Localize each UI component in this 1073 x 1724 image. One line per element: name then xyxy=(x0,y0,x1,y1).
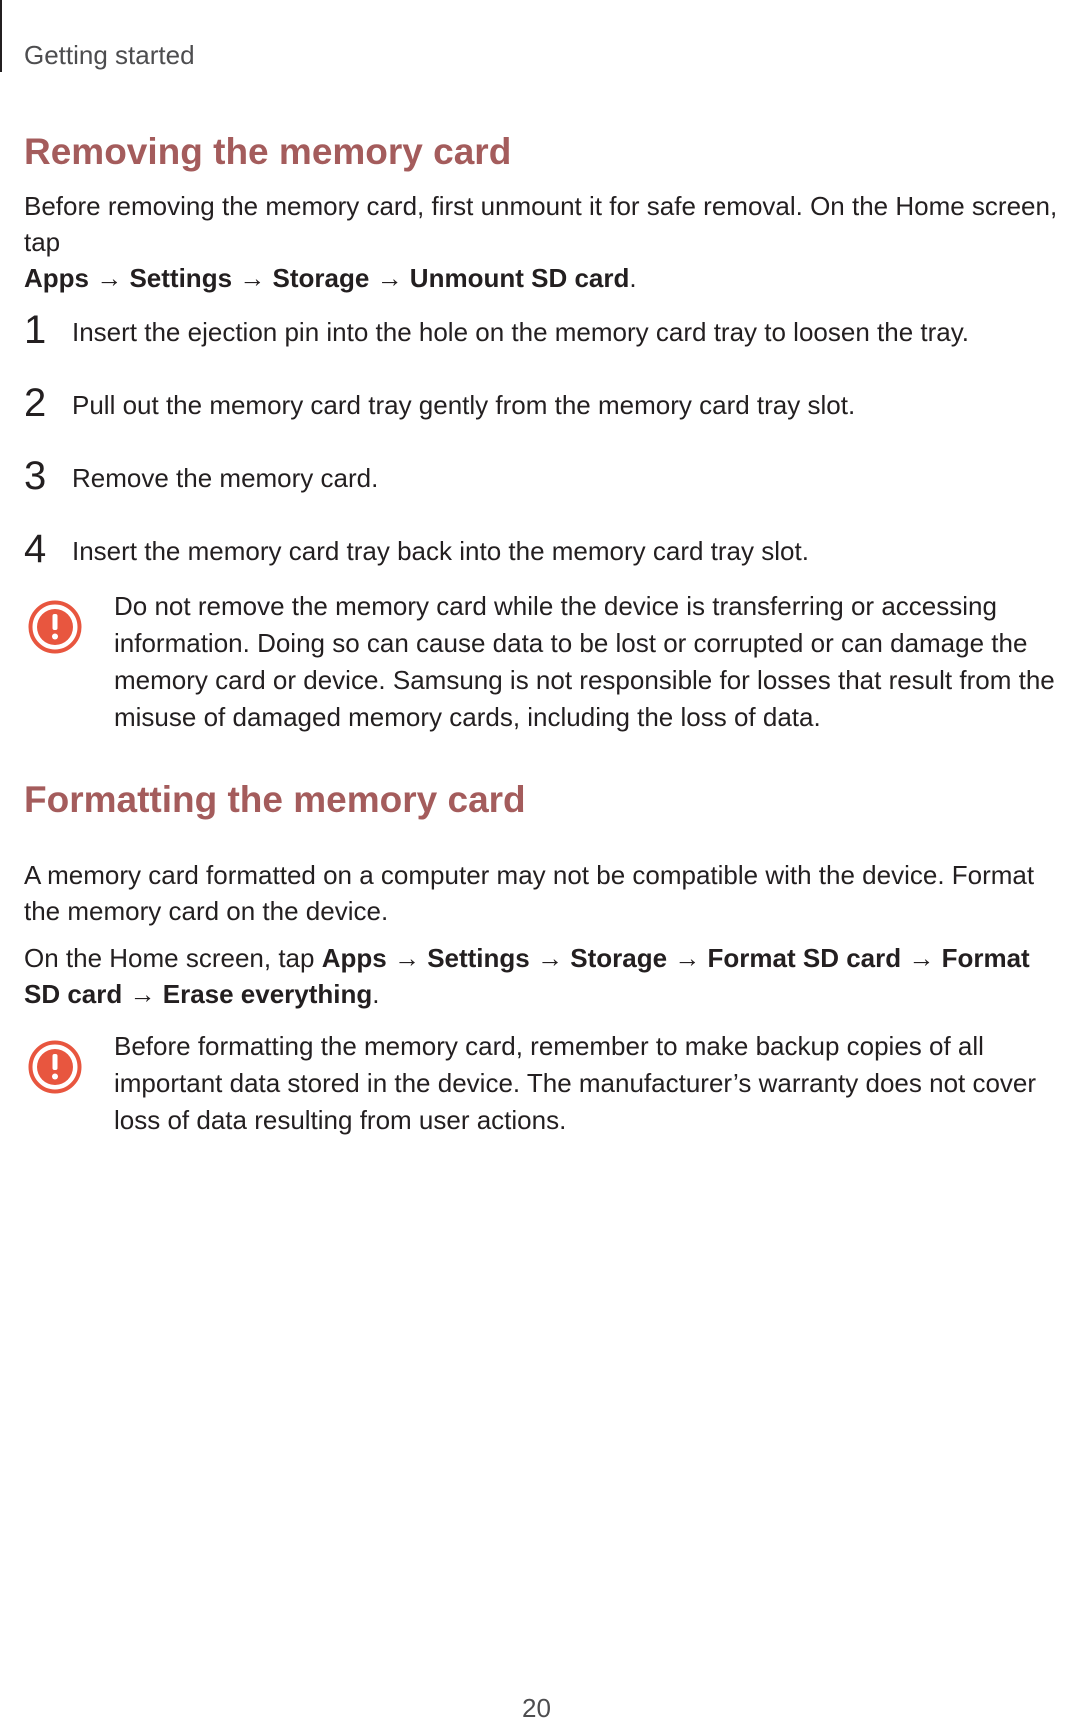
removing-intro: Before removing the memory card, first unmount it for safe removal. On the Home screen, tap Apps → Settings → Storage → Unmount SD card. xyxy=(24,191,1058,293)
running-header: Getting started xyxy=(24,40,195,70)
formatting-para-1: A memory card formatted on a computer may not be compatible with the device. Format the memory card on the device. xyxy=(24,860,1035,926)
page-edge-line xyxy=(0,0,2,72)
formatting-para-2: On the Home screen, tap Apps → Settings → Storage → Format SD card → Format SD card → Erase everything. xyxy=(24,943,1030,1009)
section-title-formatting: Formatting the memory card xyxy=(24,779,526,820)
caution-text: Do not remove the memory card while the device is transferring or accessing information. Doing so can cause data to be lost or corrupted or can damage the memory card or device. Samsung is not responsible for losses that result from the misuse of damaged memory cards, including the loss of data. xyxy=(114,591,1055,732)
step-number: 4 xyxy=(24,527,47,571)
caution-icon xyxy=(28,600,82,654)
step-number: 3 xyxy=(24,454,47,498)
caution-text: Before formatting the memory card, remember to make backup copies of all important data stored in the device. The manufacturer’s warranty does not cover loss of data resulting from user actions. xyxy=(114,1031,1037,1135)
step-4 xyxy=(24,527,1064,571)
caution-icon xyxy=(28,1040,82,1094)
page-number: 20 xyxy=(522,1693,551,1723)
section-title-removing: Removing the memory card xyxy=(24,131,512,172)
step-text: Insert the ejection pin into the hole on the memory card tray to loosen the tray. xyxy=(72,317,970,347)
step-text: Pull out the memory card tray gently from the memory card tray slot. xyxy=(72,390,856,420)
step-2 xyxy=(24,381,1064,425)
step-number: 2 xyxy=(24,381,47,425)
step-text: Insert the memory card tray back into the memory card tray slot. xyxy=(72,536,809,566)
step-1 xyxy=(24,308,1064,352)
step-number: 1 xyxy=(24,308,47,352)
step-3 xyxy=(24,454,1064,498)
step-text: Remove the memory card. xyxy=(72,463,379,493)
